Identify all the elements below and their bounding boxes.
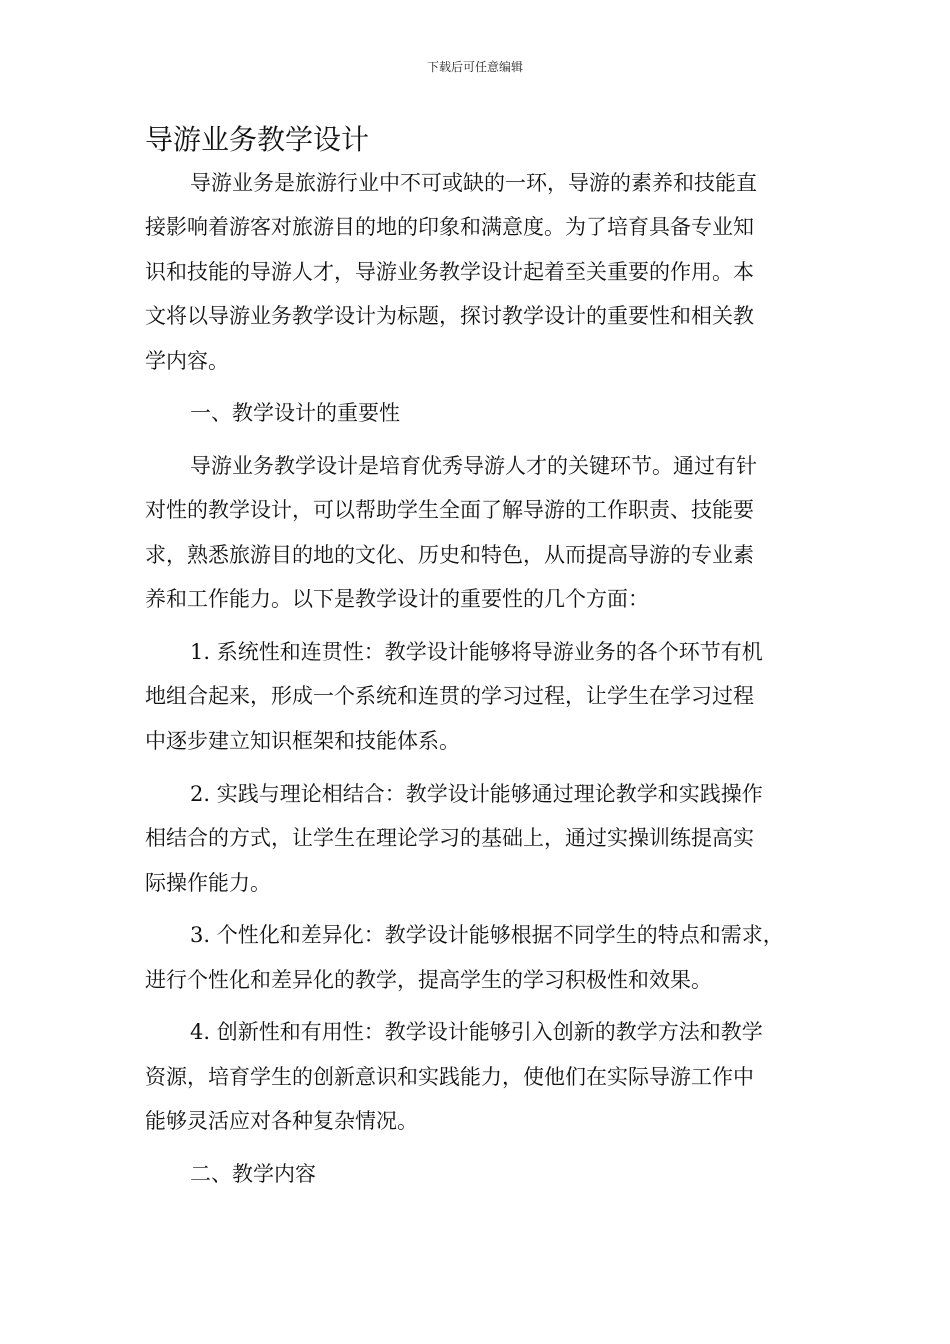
list-item-line: 地组合起来，形成一个系统和连贯的学习过程，让学生在学习过程 bbox=[145, 684, 754, 708]
document-title: 导游业务教学设计 bbox=[145, 123, 370, 156]
paragraph-line: 求，熟悉旅游目的地的文化、历史和特色，从而提高导游的专业素 bbox=[145, 543, 754, 567]
paragraph-line: 对性的教学设计，可以帮助学生全面了解导游的工作职责、技能要 bbox=[145, 498, 754, 522]
list-item-line: 3. 个性化和差异化：教学设计能够根据不同学生的特点和需求， bbox=[190, 923, 784, 947]
section-heading: 一、教学设计的重要性 bbox=[190, 401, 400, 425]
list-item-line: 相结合的方式，让学生在理论学习的基础上，通过实操训练提高实 bbox=[145, 826, 754, 850]
paragraph-line: 文将以导游业务教学设计为标题，探讨教学设计的重要性和相关教 bbox=[145, 304, 754, 328]
list-item-line: 际操作能力。 bbox=[145, 871, 271, 895]
paragraph-line: 识和技能的导游人才，导游业务教学设计起着至关重要的作用。本 bbox=[145, 260, 754, 284]
list-item-line: 2. 实践与理论相结合：教学设计能够通过理论教学和实践操作 bbox=[190, 782, 763, 806]
list-item-line: 能够灵活应对各种复杂情况。 bbox=[145, 1109, 418, 1133]
paragraph-line: 养和工作能力。以下是教学设计的重要性的几个方面： bbox=[145, 587, 649, 611]
list-item-line: 1. 系统性和连贯性：教学设计能够将导游业务的各个环节有机 bbox=[190, 640, 763, 664]
list-item-line: 进行个性化和差异化的教学，提高学生的学习积极性和效果。 bbox=[145, 968, 712, 992]
paragraph-line: 学内容。 bbox=[145, 349, 229, 373]
list-item-line: 资源，培育学生的创新意识和实践能力，使他们在实际导游工作中 bbox=[145, 1065, 754, 1089]
paragraph-line: 导游业务教学设计是培育优秀导游人才的关键环节。通过有针 bbox=[190, 454, 757, 478]
paragraph-line: 接影响着游客对旅游目的地的印象和满意度。为了培育具备专业知 bbox=[145, 215, 754, 239]
list-item-line: 4. 创新性和有用性：教学设计能够引入创新的教学方法和教学 bbox=[190, 1020, 763, 1044]
list-item-line: 中逐步建立知识框架和技能体系。 bbox=[145, 729, 460, 753]
section-heading: 二、教学内容 bbox=[190, 1162, 316, 1186]
paragraph-line: 导游业务是旅游行业中不可或缺的一环，导游的素养和技能直 bbox=[190, 171, 757, 195]
page-header: 下载后可任意编辑 bbox=[426, 60, 523, 74]
